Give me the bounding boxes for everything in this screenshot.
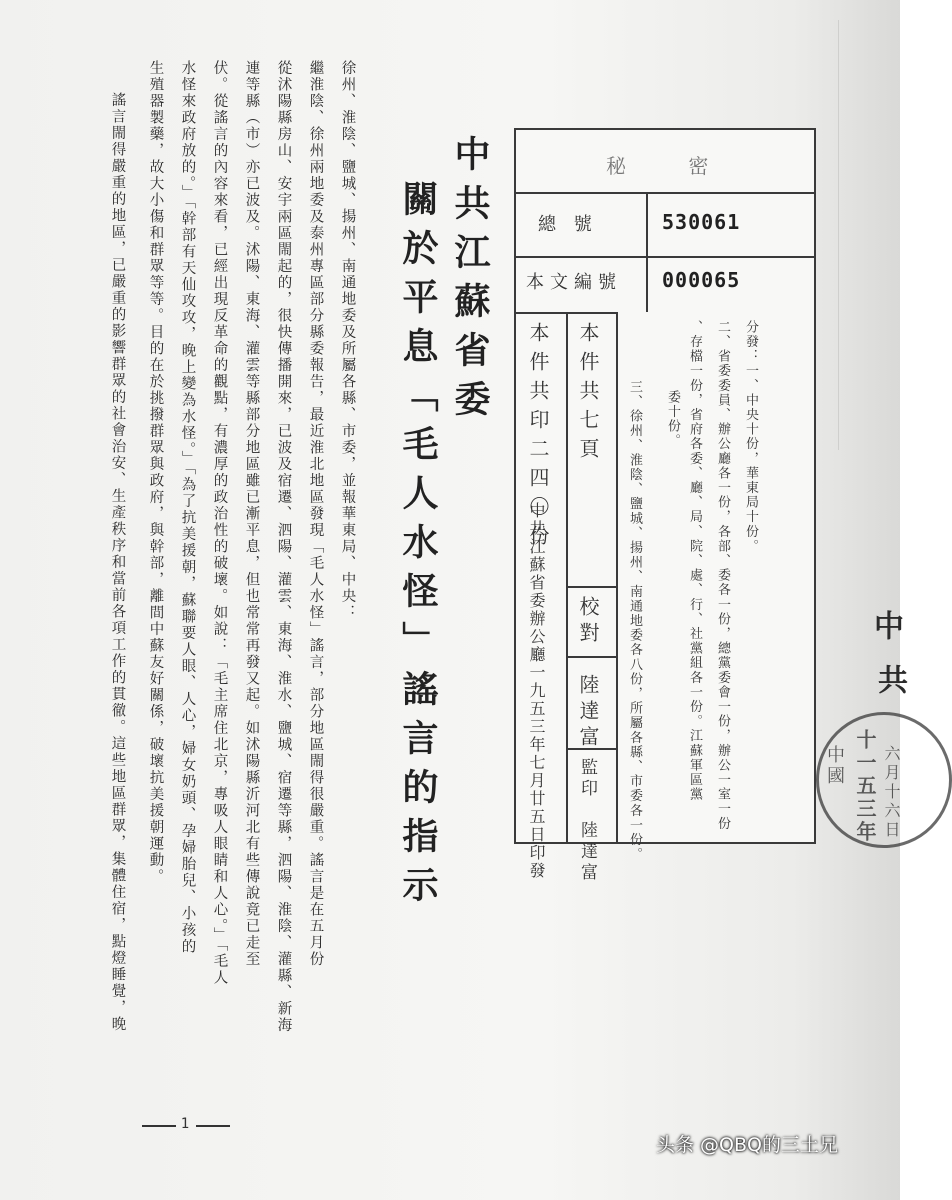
doc-no-value: 000065 — [662, 268, 741, 292]
seal-mid-text: 十一五三年 — [853, 729, 877, 844]
body-column-4: 連等縣（市）亦已波及。沭陽、東海、灌雲等縣部分地區雖已漸平息，但也常常再發又起。如沭陽縣沂河北有些傳說竟已走至 — [243, 60, 260, 968]
body-column-2: 繼淮陰、徐州兩地委及泰州專區部分縣委報告，最近淮北地區發現「毛人水怪」謠言，部分地區閙得很嚴重。謠言是在五月份 — [307, 60, 324, 968]
pages-note: 本件共七頁 — [576, 322, 600, 467]
issuer-date: 中共江蘇省委辦公廳一九五三年七月廿五日印發 — [527, 502, 546, 880]
body-column-3: 從沭陽縣房山、安宇兩區閙起的，很快傳播開來，已波及宿遷、泗陽、灌雲、東海、淮水、鹽城、宿遷等縣，泗陽、淮陰、灌縣、新海 — [275, 60, 292, 1034]
body-column-8: 謠言閙得嚴重的地區，已嚴重的影響群眾的社會治安、生產秩序和當前各項工作的貫徹。這些地區群眾，集體住宿，點燈睡覺，晚 — [109, 92, 126, 1033]
total-no-label: 總 號 — [538, 214, 598, 235]
next-page-fragment-2: 共 — [872, 664, 907, 694]
copies-note: 本件共印二四〇份 — [526, 322, 550, 554]
distribution-line-4: 委十份。 — [665, 390, 680, 449]
supervise-note: 監印 陸達富 — [577, 758, 597, 884]
registration-box — [514, 128, 816, 884]
title-line-2: 關於平息「毛人水怪」謠言的指示 — [397, 180, 439, 915]
total-no-value: 530061 — [662, 210, 741, 234]
distribution-line-3: 、存檔一份，省府各委、廳、局、院、處、行、社黨組各一份。江蘇軍區黨 — [687, 320, 702, 802]
distribution-line-5: 三、徐州、淮陰、鹽城、揚州、南通地委各八份，所屬各縣、市委各一份。 — [627, 380, 642, 862]
body-column-1: 徐州、淮陰、鹽城、揚州、南通地委及所屬各縣、市委，並報華東局、中央： — [339, 60, 356, 621]
body-column-5: 伏。從謠言的內容來看，已經出現反革命的觀點，有濃厚的政治性的破壞。如說：「毛主席住北京，專吸人眼睛和人心。」「毛人 — [211, 60, 228, 986]
page-number: 1 — [180, 1116, 190, 1132]
seal-ring-text: 中國 — [824, 745, 845, 787]
distribution-line-1: 分發：一、中央十份，華東局十份。 — [743, 320, 758, 554]
title-line-1: 中共江蘇省委 — [449, 135, 491, 429]
next-page-title-fragment: 中 — [868, 610, 903, 654]
doc-no-label: 本文編號 — [526, 272, 622, 293]
body-column-6: 水怪來政府放的。」「幹部有天仙攻攻，晚上變為水怪。」「為了抗美援朝，蘇聯要人眼、人心，婦女奶頭、孕婦胎兒、小孩的 — [179, 60, 196, 955]
distribution-line-2: 二、省委委員、辦公廳各一份，各部、委各一份，總黨委會一份，辦公一室一份 — [715, 320, 730, 831]
box-header: 秘 密 — [606, 154, 737, 178]
proofread-note: 校對 陸達富 — [576, 596, 600, 752]
watermark: 头条 @QBQ的三土兄 — [656, 1134, 838, 1156]
body-column-7: 生殖器製藥，故大小傷和群眾等等。目的在於挑撥群眾與政府，與幹部，離間中蘇友好關係，破壞抗美援朝運動。 — [147, 60, 164, 885]
seal-date-text: 六月十六日 — [882, 745, 901, 840]
receipt-seal — [816, 712, 952, 848]
binding-shadow — [838, 20, 839, 450]
